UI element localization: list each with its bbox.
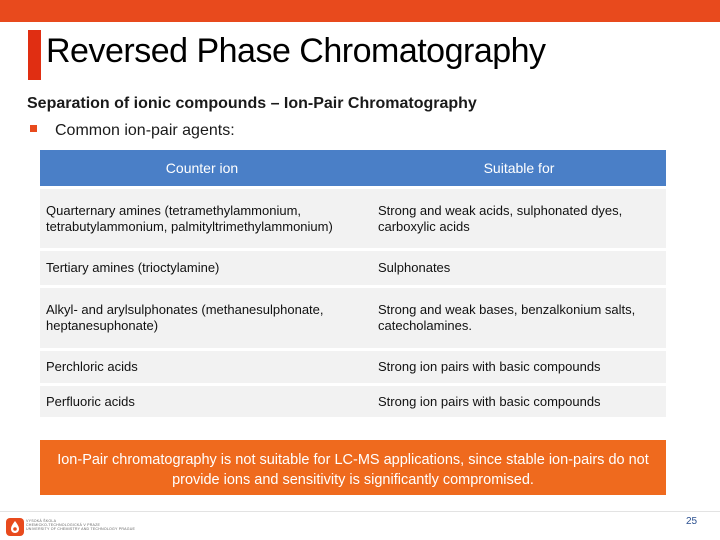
table-header-row [40, 150, 666, 186]
table-row [40, 383, 666, 417]
cell-counter-ion: Perfluoric acids [46, 393, 135, 409]
cell-suitable-for: Strong ion pairs with basic compounds [378, 393, 601, 409]
slide-title: Reversed Phase Chromatography [46, 32, 546, 70]
table-row [40, 186, 666, 248]
header-suitable-for: Suitable for [483, 160, 555, 176]
bullet-text: Common ion-pair agents: [55, 122, 235, 139]
institution-logo-icon [6, 518, 24, 536]
header-counter-ion: Counter ion [165, 160, 239, 176]
cell-counter-ion: Tertiary amines (trioctylamine) [46, 260, 220, 275]
footer-divider [0, 511, 720, 512]
square-bullet-icon [30, 125, 37, 132]
lc-ms-warning-note: Ion-Pair chromatography is not suitable for LC-MS applications, since stable ion-pairs do not provide ions and sensitivity is significantly compromised. [40, 440, 666, 495]
table-row [40, 348, 666, 383]
institution-name-line: UNIVERSITY OF CHEMISTRY AND TECHNOLOGY PRAGUE [26, 527, 136, 532]
table-row [40, 285, 666, 348]
bullet-item [30, 122, 235, 140]
institution-name-line: CHEMICKO-TECHNOLOGICKÁ V PRAZE [26, 523, 101, 528]
cell-counter-ion: Perchloric acids [46, 359, 138, 374]
cell-suitable-for: Strong and weak bases, benzalkonium salts, catecholamines. [378, 302, 636, 333]
slide-subtitle: Separation of ionic compounds – Ion-Pair Chromatography [27, 95, 477, 112]
cell-suitable-for: Sulphonates [378, 260, 451, 275]
institution-name-line: VYSOKÁ ŠKOLA [26, 519, 57, 523]
top-accent-bar [0, 0, 720, 22]
title-accent-bar [28, 30, 41, 80]
cell-suitable-for: Strong ion pairs with basic compounds [378, 359, 601, 374]
cell-suitable-for: Strong and weak acids, sulphonated dyes, carboxylic acids [378, 202, 623, 234]
page-number: 25 [686, 516, 698, 527]
institution-name [26, 519, 135, 532]
table-row [40, 248, 666, 285]
ion-pair-agents-table [40, 150, 666, 417]
cell-counter-ion: Alkyl- and arylsulphonates (methanesulphonate, heptanesuphonate) [46, 302, 324, 333]
cell-counter-ion: Quarternary amines (tetramethylammonium, tetrabutylammonium, palmityltrimethylammonium) [46, 202, 333, 234]
